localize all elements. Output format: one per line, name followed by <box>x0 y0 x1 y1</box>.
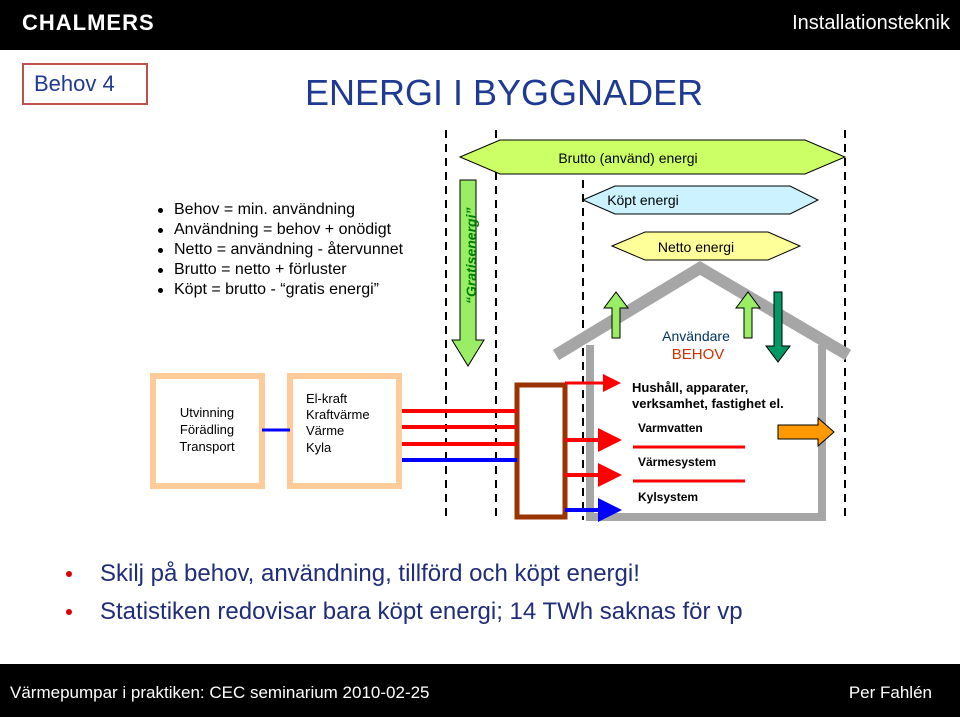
carrier-line-label: Värme <box>306 423 345 438</box>
definition-item: Behov = min. användning <box>158 200 403 220</box>
carrier-line-label: El-kraft <box>306 391 348 406</box>
gratis-label: “Gratisenergi” <box>463 207 479 304</box>
supply-line-label: Förädling <box>179 422 235 437</box>
chalmers-logo: CHALMERS <box>22 10 155 35</box>
slide-title: ENERGI I BYGGNADER <box>305 72 704 113</box>
footer-author: Per Fahlén <box>848 683 932 702</box>
netto-label: Netto energi <box>657 239 735 255</box>
varmesystem-label: Värmesystem <box>638 455 717 469</box>
behov-label: BEHOV <box>671 346 725 363</box>
definition-item: Köpt = brutto - “gratis energi” <box>158 280 403 300</box>
slide-tag: Behov 4 <box>22 63 148 105</box>
supply-line-label: Utvinning <box>179 405 235 420</box>
notes-list <box>62 555 743 631</box>
note-item: Skilj på behov, användning, tillförd och köpt energi! <box>62 555 743 593</box>
carrier-line-label: Kyla <box>306 440 332 455</box>
brutto-label: Brutto (använd) energi <box>558 150 698 166</box>
anvandare-label: Användare <box>662 328 730 344</box>
note-item: Statistiken redovisar bara köpt energi; 14 TWh saknas för vp <box>62 593 743 631</box>
definition-item: Netto = användning - återvunnet <box>158 240 403 260</box>
definition-item: Brutto = netto + förluster <box>158 260 403 280</box>
kopt-label: Köpt energi <box>607 192 679 208</box>
department-label: Installationsteknik <box>792 12 950 34</box>
carrier-line-label: Kraftvärme <box>306 407 370 422</box>
user-line-1: Hushåll, apparater, <box>632 380 749 395</box>
varmvatten-label: Varmvatten <box>638 421 703 435</box>
kylsystem-label: Kylsystem <box>638 490 699 504</box>
definition-item: Användning = behov + onödigt <box>158 220 403 240</box>
supply-line-label: Transport <box>179 439 235 454</box>
footer-event: Värmepumpar i praktiken: CEC seminarium 2010-02-25 <box>10 683 430 702</box>
user-line-2: verksamhet, fastighet el. <box>632 396 784 411</box>
storage-box <box>517 385 565 517</box>
